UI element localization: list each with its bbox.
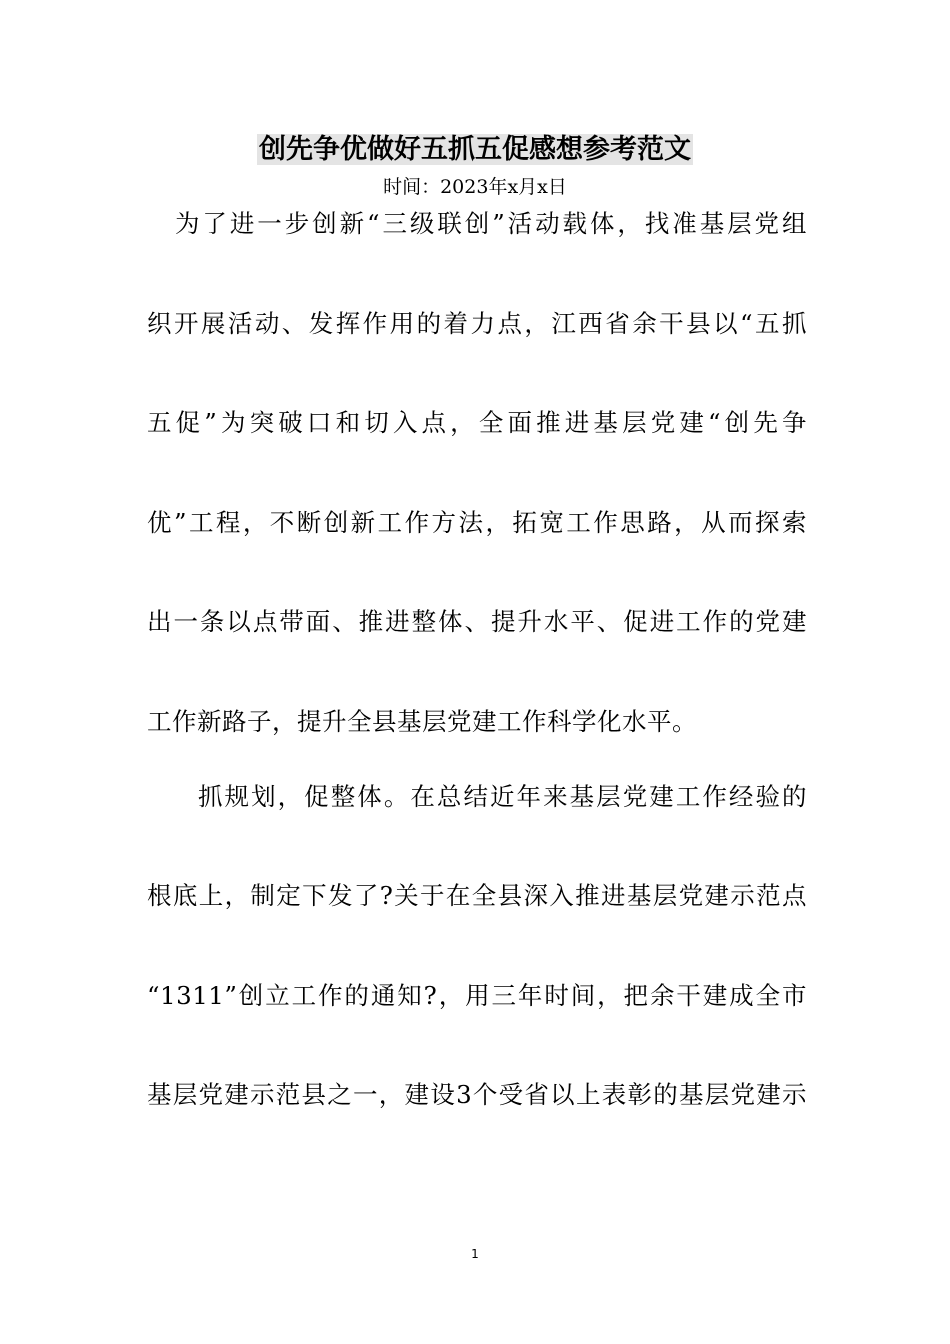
- document-title: [0, 130, 950, 170]
- document-title-text: 创先争优做好五抓五促感想参考范文: [259, 134, 691, 165]
- paragraph-2-line-4: 基层党建示范县之一，建设3个受省以上表彰的基层党建示: [147, 1080, 807, 1109]
- paragraph-2-line-1: 抓规划，促整体。在总结近年来基层党建工作经验的: [198, 782, 807, 811]
- paragraph-1-line-2: 织开展活动、发挥作用的着力点，江西省余干县以“五抓: [147, 309, 807, 338]
- paragraph-1-line-4: 优”工程，不断创新工作方法，拓宽工作思路，从而探索: [147, 508, 807, 537]
- page-number: 1: [471, 1247, 479, 1261]
- paragraph-1-line-5: 出一条以点带面、推进整体、提升水平、促进工作的党建: [147, 607, 807, 636]
- document-date: 时间：2023年x月x日: [383, 176, 567, 198]
- paragraph-2-line-3: “1311”创立工作的通知?，用三年时间，把余干建成全市: [147, 981, 807, 1010]
- paragraph-1-line-3: 五促”为突破口和切入点，全面推进基层党建“创先争: [147, 408, 807, 437]
- paragraph-1-line-6: 工作新路子，提升全县基层党建工作科学化水平。: [147, 707, 697, 736]
- paragraph-2-line-2: 根底上，制定下发了?关于在全县深入推进基层党建示范点: [147, 881, 807, 910]
- paragraph-1-line-1: 为了进一步创新“三级联创”活动载体，找准基层党组: [175, 209, 807, 238]
